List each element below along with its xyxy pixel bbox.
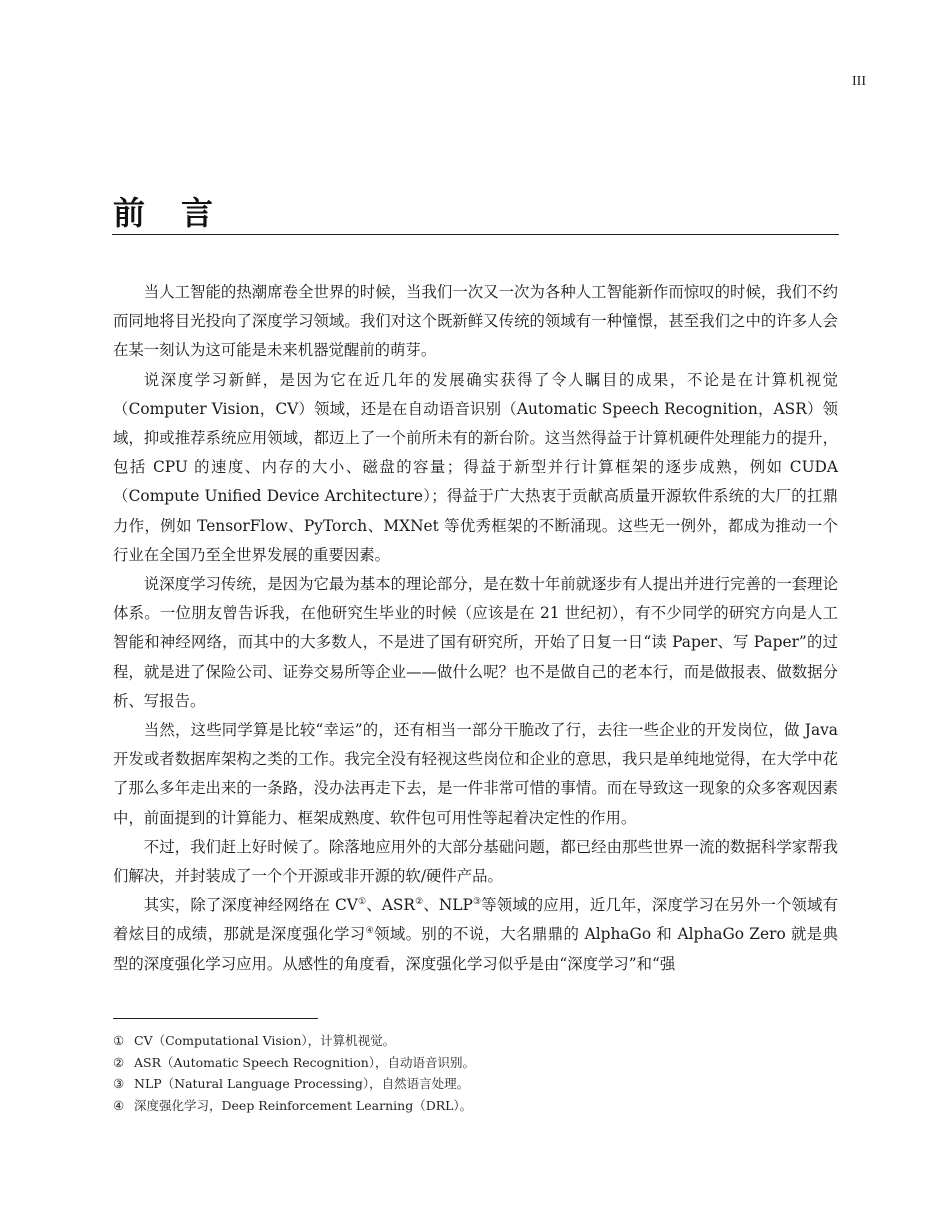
paragraph-6-text-4: 等领域的应用，近几年，深度学习在另外一个领域有着炫目的成绩，那就是深度强化学习 <box>113 896 838 944</box>
footnote-item <box>113 1052 838 1074</box>
footnote-text: 深度强化学习，Deep Reinforcement Learning（DRL）。 <box>134 1097 473 1113</box>
paragraph-2: 说深度学习新鲜，是因为它在近几年的发展确实获得了令人瞩目的成果，不论是在计算机视觉（Computer Vision，CV）领域，还是在自动语音识别（Automatic Speech Recognition，ASR）领域，抑或推荐系统应用领域，都迈上了一个前所未有的新台阶。这当然得益于计算机硬件处理能力的提升，包括 CPU 的速度、内存的大小、磁盘的容量；得益于新型并行计算框架的逐步成熟，例如 CUDA（Compute Unified Device Architecture）；得益于广大热衷于贡献高质量开源软件系统的大厂的扛鼎力作，例如 TensorFlow、PyTorch、MXNet 等优秀框架的不断涌现。这些无一例外，都成为推动一个行业在全国乃至全世界发展的重要因素。 <box>113 370 838 564</box>
chapter-title: 前言 <box>113 194 250 232</box>
body-text <box>113 278 838 979</box>
paragraph-6-text-2: 、ASR <box>366 896 415 915</box>
paragraph-6-text-1: 其实，除了深度神经网络在 CV <box>143 896 358 915</box>
footnote-text: ASR（Automatic Speech Recognition），自动语音识别。 <box>134 1054 476 1070</box>
footnote-item <box>113 1073 838 1095</box>
footnote-ref-1: ① <box>357 897 367 908</box>
title-divider <box>112 234 839 235</box>
paragraph-5: 不过，我们赶上好时候了。除落地应用外的大部分基础问题，都已经由那些世界一流的数据科学家帮我们解决，并封装成了一个个开源或非开源的软/硬件产品。 <box>113 837 838 886</box>
footnotes <box>113 1030 838 1116</box>
paragraph-3: 说深度学习传统，是因为它最为基本的理论部分，是在数十年前就逐步有人提出并进行完善的一套理论体系。一位朋友曾告诉我，在他研究生毕业的时候（应该是在 21 世纪初），有不少同学的研究方向是人工智能和神经网络，而其中的大多数人，不是进了国有研究所，开始了日复一日“读 Paper、写 Paper”的过程，就是进了保险公司、证券交易所等企业——做什么呢？也不是做自己的老本行，而是做报表、做数据分析、写报告。 <box>113 575 838 710</box>
paragraph-6-text-3: 、NLP <box>423 896 473 915</box>
footnote-item <box>113 1095 838 1117</box>
footnote-text: CV（Computational Vision），计算机视觉。 <box>134 1033 396 1048</box>
paragraph-4: 当然，这些同学算是比较“幸运”的，还有相当一部分干脆改了行，去往一些企业的开发岗位，做 Java 开发或者数据库架构之类的工作。我完全没有轻视这些岗位和企业的意思，我只是单纯地觉得，在大学中花了那么多年走出来的一条路，没办法再走下去，是一件非常可惜的事情。而在导致这一现象的众多客观因素中，前面提到的计算能力、框架成熟度、软件包可用性等起着决定性的作用。 <box>113 721 838 827</box>
footnote-divider <box>113 1018 318 1019</box>
footnote-mark: ④ <box>113 1097 125 1113</box>
paragraph-1: 当人工智能的热潮席卷全世界的时候，当我们一次又一次为各种人工智能新作而惊叹的时候，我们不约而同地将目光投向了深度学习领域。我们对这个既新鲜又传统的领域有一种憧憬，甚至我们之中的许多人会在某一刻认为这可能是未来机器觉醒前的萌芽。 <box>113 283 838 360</box>
footnote-mark: ① <box>113 1033 125 1048</box>
footnote-ref-3: ③ <box>472 897 482 908</box>
footnote-text: NLP（Natural Language Processing），自然语言处理。 <box>134 1076 470 1091</box>
footnote-ref-4: ④ <box>365 926 375 937</box>
page-number: III <box>852 74 866 89</box>
footnote-ref-2: ② <box>415 897 424 908</box>
paragraph-6 <box>113 891 838 979</box>
footnote-mark: ③ <box>113 1076 125 1091</box>
paragraph-6-text-5: 领域。别的不说，大名鼎鼎的 AlphaGo 和 AlphaGo Zero 就是典型的深度强化学习应用。从感性的角度看，深度强化学习似乎是由“深度学习”和“强 <box>113 925 838 973</box>
footnote-mark: ② <box>113 1054 125 1070</box>
footnote-item <box>113 1030 838 1052</box>
